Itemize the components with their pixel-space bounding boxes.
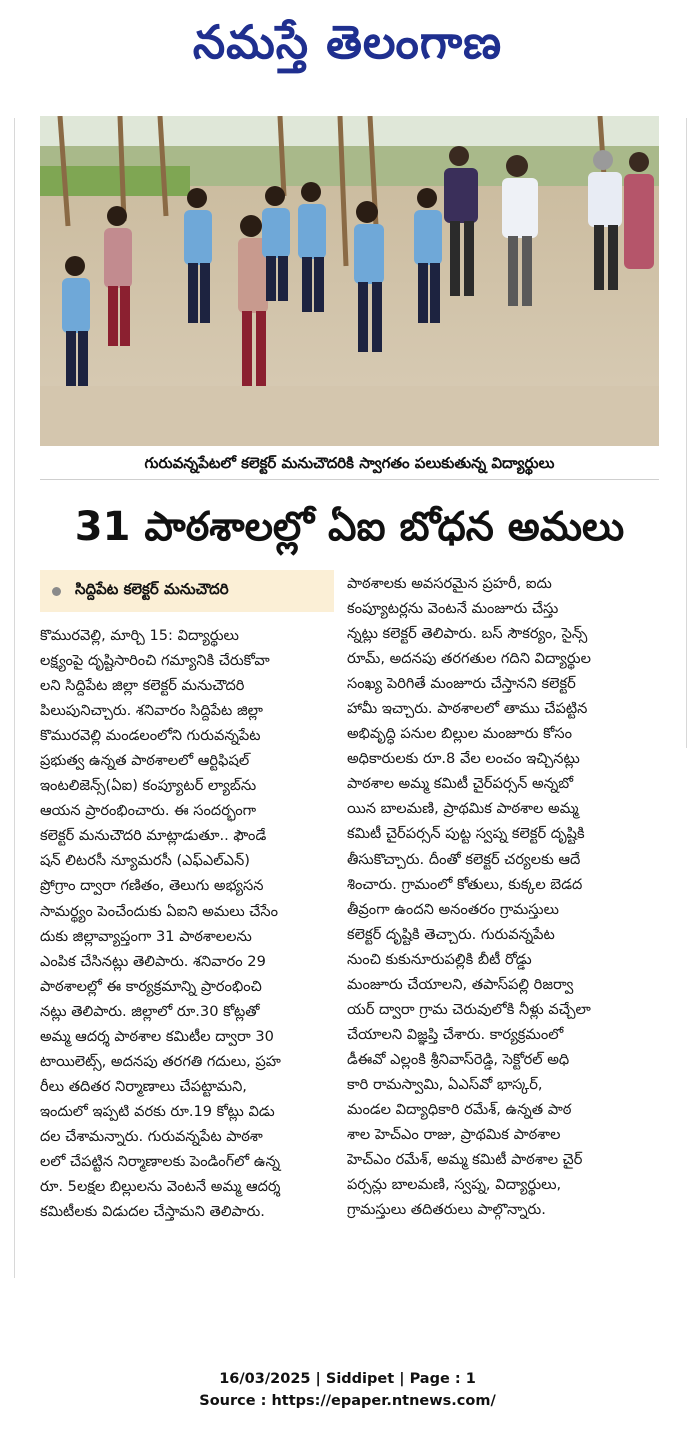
article-line: అభివృద్ధి పనుల బిల్లుల మంజూరు కోసం	[347, 725, 572, 743]
article-line: టాయిలెట్స్, అదనపు తరగతి గదులు, ప్రహ	[40, 1052, 281, 1070]
article-line: గ్రామస్తులు తదితరులు పాల్గొన్నారు.	[347, 1201, 546, 1219]
article-line: ఆయన ప్రారంభించారు. ఈ సందర్భంగా	[40, 802, 257, 820]
article-line: అమ్మ ఆదర్శ పాఠశాల కమిటీల ద్వారా 30	[40, 1027, 274, 1045]
page-footer	[0, 1368, 695, 1412]
article-line: డీఈవో ఎల్లంకి శ్రీనివాస్‌రెడ్డి, సెక్టోరల్ అధి	[347, 1050, 570, 1068]
article-line: కొమురవెల్లి, మార్చి 15: విద్యార్థులు	[40, 627, 239, 644]
article-column-right	[347, 571, 659, 1222]
article-line: కంప్యూటర్లను వెంటనే మంజూరు చేస్తు	[347, 600, 559, 618]
article-line: అధికారులకు రూ.8 వేల లంచం ఇచ్చినట్లు	[347, 750, 580, 768]
article-column-left	[40, 623, 334, 1224]
article-line: సామర్థ్యం పెంచేందుకు ఏఐని అమలు చేసేం	[40, 902, 279, 920]
article-line: రూమ్, అదనపు తరగతుల గదిని విద్యార్థుల	[347, 650, 591, 668]
newspaper-masthead: నమస్తే తెలంగాణ	[192, 15, 503, 69]
article-line: చేయాలని విజ్ఞప్తి చేశారు. కార్యక్రమంలో	[347, 1025, 564, 1043]
article-line: నట్లు తెలిపారు. జిల్లాలో రూ.30 కోట్లతో	[40, 1002, 260, 1020]
article-line: హెచ్ఎం రమేశ్, అమ్మ కమిటీ పాఠశాల చైర్	[347, 1151, 583, 1169]
article-line: రూ. 5లక్షల బిల్లులను వెంటనే అమ్మ ఆదర్శ	[40, 1178, 281, 1196]
article-line: కలెక్టర్ మనుచౌదరి మాట్లాడుతూ.. ఫౌండే	[40, 827, 267, 845]
article-line: హామీ ఇచ్చారు. పాఠశాలలో తాము చేపట్టిన	[347, 700, 588, 718]
article-line: పర్సన్లు బాలమణి, స్వప్న, విద్యార్థులు,	[347, 1176, 562, 1194]
article-line: కమిటీలకు విడుదల చేస్తామని తెలిపారు.	[40, 1203, 265, 1221]
source-line: Source : https://epaper.ntnews.com/	[199, 1393, 496, 1409]
article-line: పాఠశాలకు అవసరమైన ప్రహరీ, ఐదు	[347, 575, 552, 592]
article-line: న్నట్లు కలెక్టర్ తెలిపారు. బస్ సౌకర్యం, సైన్స్	[347, 625, 588, 643]
article-line: కొమురవెల్లి మండలంలోని గురువన్నపేట	[40, 727, 261, 745]
article-line: లక్ష్యంపై దృష్టిసారించి గమ్యానికి చేరుకోవా	[40, 652, 270, 670]
article-line: పాఠశాల అమ్మ కమిటీ చైర్‌పర్సన్ అన్నబో	[347, 775, 574, 793]
article-line: మంజూరు చేయాలని, తపాస్‌పల్లి రిజర్వా	[347, 975, 574, 993]
article-line: ఇందులో ఇప్పటి వరకు రూ.19 కోట్లు విడు	[40, 1102, 275, 1120]
article-line: సంఖ్య పెరిగితే మంజూరు చేస్తానని కలెక్టర్	[347, 675, 576, 693]
article-line: నుంచి కుకునూరుపల్లికి బీటీ రోడ్డు	[347, 950, 532, 968]
article-headline: 31 పాఠశాలల్లో ఏఐ బోధన అమలు	[74, 504, 625, 550]
article-line: కారి రామస్వామి, ఏఎస్‌వో భాస్కర్,	[347, 1075, 543, 1093]
article-line: లని సిద్దిపేట జిల్లా కలెక్టర్ మనుచౌదరి	[40, 677, 245, 695]
article-line: ప్రోగ్రాం ద్వారా గణితం, తెలుగు అభ్యసన	[40, 877, 264, 895]
column-rule-right	[686, 118, 687, 748]
article-line: ఎంపిక చేసినట్లు తెలిపారు. శనివారం 29	[40, 952, 266, 970]
article-line: తీసుకొచ్చారు. దీంతో కలెక్టర్ చర్యలకు ఆదే	[347, 850, 581, 868]
article-line: కలెక్టర్ దృష్టికి తెచ్చారు. గురువన్నపేట	[347, 925, 555, 943]
byline-box	[40, 570, 334, 612]
article-line: మండల విద్యాధికారి రమేశ్, ఉన్నత పాఠ	[347, 1100, 572, 1118]
news-photo	[40, 116, 659, 446]
byline-text: సిద్దిపేట కలెక్టర్ మనుచౌదరి	[75, 580, 229, 598]
article-line: యర్ ద్వారా గ్రామ చెరువులోకి నీళ్లు వచ్చేలా	[347, 1000, 591, 1018]
article-line: లలో చేపట్టిన నిర్మాణాలకు పెండింగ్‌లో ఉన్న	[40, 1152, 281, 1170]
photo-caption: గురువన్నపేటలో కలెక్టర్ మనుచౌదరికి స్వాగతం పలుకుతున్న విద్యార్థులు	[40, 446, 659, 480]
article-line: దుకు జిల్లావ్యాప్తంగా 31 పాఠశాలలను	[40, 927, 252, 945]
column-rule-left	[14, 118, 15, 1278]
article-line: కమిటీ చైర్‌పర్సన్ పుట్ట స్వప్న కలెక్టర్ దృష్టికి	[347, 825, 585, 843]
article-line: తీవ్రంగా ఉందని అనంతరం గ్రామస్తులు	[347, 900, 559, 918]
article-line: ఇంటలిజెన్స్(ఏఐ) కంప్యూటర్ ల్యాబ్‌ను	[40, 777, 257, 795]
article-line: శాల హెచ్ఎం రాజు, ప్రాథమిక పాఠశాల	[347, 1126, 561, 1144]
article-line: ప్రభుత్వ ఉన్నత పాఠశాలలో ఆర్టిఫిషల్	[40, 752, 250, 770]
article-line: రీలు తదితర నిర్మాణాలు చేపట్టామని,	[40, 1077, 247, 1095]
article-line: షన్ లిటరసీ న్యూమరసీ (ఎఫ్ఎల్ఎన్)	[40, 852, 250, 870]
article-line: యిన బాలమణి, ప్రాథమిక పాఠశాల అమ్మ	[347, 800, 579, 818]
article-line: శించారు. గ్రామంలో కోతులు, కుక్కల బెడద	[347, 875, 583, 893]
article-line: దల చేశామన్నారు. గురువన్నపేట పాఠశా	[40, 1127, 263, 1145]
article-line: పాఠశాలల్లో ఈ కార్యక్రమాన్ని ప్రారంభించి	[40, 977, 262, 995]
bullet-icon	[52, 587, 61, 596]
article-line: పిలుపునిచ్చారు. శనివారం సిద్దిపేట జిల్లా	[40, 702, 263, 720]
edition-line: 16/03/2025 | Siddipet | Page : 1	[219, 1371, 476, 1387]
